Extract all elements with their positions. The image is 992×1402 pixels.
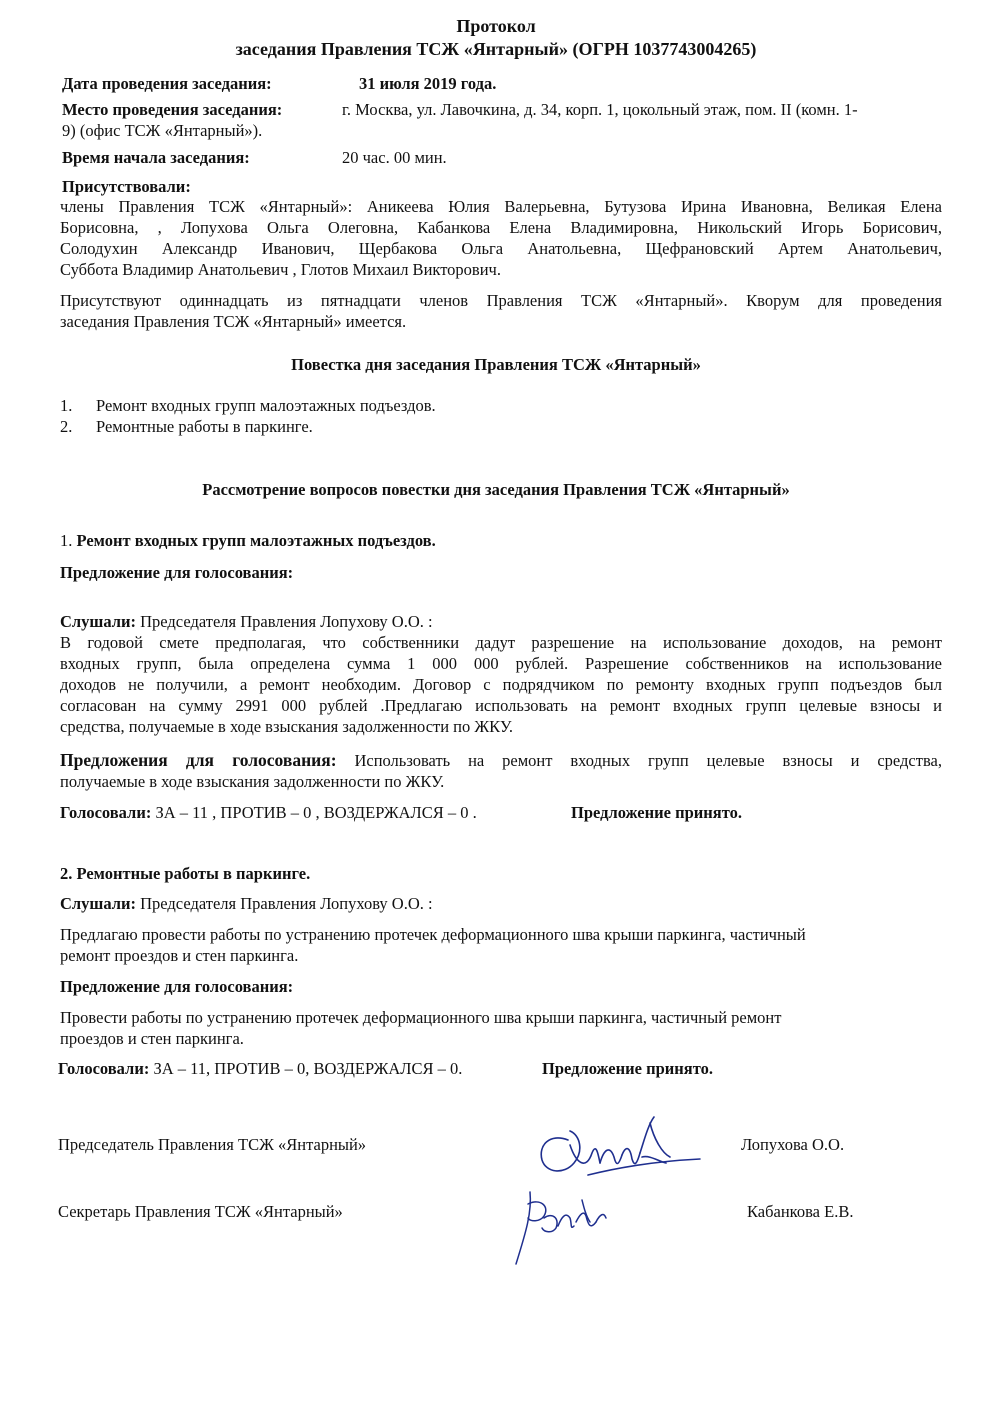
present-label: Присутствовали: <box>62 177 191 196</box>
document-subtitle: заседания Правления ТСЖ «Янтарный» (ОГРН 1037743004265) <box>235 39 757 59</box>
question-2-vote <box>58 1058 462 1079</box>
question-2-title: 2. Ремонтные работы в паркинге. <box>60 864 311 883</box>
question-1-body-line: В годовой смете предполагая, что собственники дадут разрешение на использование доходов, на ремонт <box>60 633 942 652</box>
present-line: Суббота Владимир Анатольевич , Глотов Михаил Викторович. <box>60 260 501 279</box>
listened-label: Слушали: <box>60 612 137 631</box>
proposals-label: Предложения для голосования: <box>60 750 337 770</box>
voted-text: ЗА – 11, ПРОТИВ – 0, ВОЗДЕРЖАЛСЯ – 0. <box>153 1059 463 1078</box>
question-1-result: Предложение принято. <box>571 803 742 822</box>
voted-text: ЗА – 11 , ПРОТИВ – 0 , ВОЗДЕРЖАЛСЯ – 0 . <box>155 803 477 822</box>
question-1-body-line: средства, получаемые в ходе взыскания задолженности по ЖКУ. <box>60 717 513 736</box>
agenda-item-number: 2. <box>60 417 73 436</box>
chair-name: Лопухова О.О. <box>741 1135 845 1154</box>
agenda-item-number: 1. <box>60 396 73 415</box>
time-value: 20 час. 00 мин. <box>342 148 447 167</box>
secretary-role: Секретарь Правления ТСЖ «Янтарный» <box>58 1202 343 1221</box>
present-line: Солодухин Александр Иванович, Щербакова Ольга Анатольевна, Щефрановский Артем Анатольевич, <box>60 239 942 258</box>
agenda-item-text: Ремонт входных групп малоэтажных подъездов. <box>96 396 436 415</box>
place-label: Место проведения заседания: <box>62 100 283 119</box>
question-1-body-line: согласован на сумму 2991 000 рублей .Предлагаю использовать на ремонт входных групп целевые взносы и <box>60 696 942 715</box>
secretary-name: Кабанкова Е.В. <box>747 1202 854 1221</box>
quorum-line: заседания Правления ТСЖ «Янтарный» имеется. <box>60 312 407 331</box>
chair-role: Председатель Правления ТСЖ «Янтарный» <box>58 1135 367 1154</box>
quorum-line: Присутствуют одиннадцать из пятнадцати членов Правления ТСЖ «Янтарный». Кворум для проведения <box>60 291 942 310</box>
question-2-body-line: ремонт проездов и стен паркинга. <box>60 946 299 965</box>
question-1-proposal-label: Предложение для голосования: <box>60 563 294 582</box>
question-2-listened <box>60 893 433 914</box>
present-line: Борисовна, , Лопухова Ольга Олеговна, Кабанкова Елена Владимировна, Никольский Игорь Борисович, <box>60 218 942 237</box>
agenda-heading: Повестка дня заседания Правления ТСЖ «Янтарный» <box>291 355 701 374</box>
question-2-proposal-label: Предложение для голосования: <box>60 977 294 996</box>
date-label: Дата проведения заседания: <box>62 74 272 93</box>
listened-text: Председателя Правления Лопухову О.О. : <box>140 894 433 913</box>
question-1-body-line: доходов не получили, а ремонт необходим. Договор с подрядчиком по ремонту входных групп подъездов был <box>60 675 942 694</box>
listened-text: Председателя Правления Лопухову О.О. : <box>140 612 433 631</box>
question-2-proposal-line: проездов и стен паркинга. <box>60 1029 244 1048</box>
question-2-body-line: Предлагаю провести работы по устранению протечек деформационного шва крыши паркинга, частичный <box>60 925 806 944</box>
question-1-proposals-continued: получаемые в ходе взыскания задолженности по ЖКУ. <box>60 772 445 791</box>
time-label: Время начала заседания: <box>62 148 250 167</box>
present-line: члены Правления ТСЖ «Янтарный»: Аникеева Юлия Валерьевна, Бутузова Ирина Ивановна, Великая Елена <box>60 197 942 216</box>
voted-label: Голосовали: <box>60 803 152 822</box>
secretary-signature-icon <box>500 1182 630 1272</box>
voted-label: Голосовали: <box>58 1059 150 1078</box>
question-1-body-line: входных групп, была определена сумма 1 000 000 рублей. Разрешение собственников на использование <box>60 654 942 673</box>
chair-signature-icon <box>530 1105 720 1185</box>
question-1-proposals <box>60 750 942 771</box>
question-2-result: Предложение принято. <box>542 1059 713 1078</box>
agenda-item-text: Ремонтные работы в паркинге. <box>96 417 313 436</box>
place-value-continued: 9) (офис ТСЖ «Янтарный»). <box>62 121 263 140</box>
place-value: г. Москва, ул. Лавочкина, д. 34, корп. 1, цокольный этаж, пом. II (комн. 1- <box>342 100 858 119</box>
question-1-vote <box>60 802 477 823</box>
question-1-heading <box>60 530 436 551</box>
document-title: Протокол <box>456 16 536 36</box>
question-1-title: Ремонт входных групп малоэтажных подъездов. <box>76 531 436 550</box>
listened-label: Слушали: <box>60 894 137 913</box>
question-1-number: 1. <box>60 531 73 550</box>
question-2-proposal-line: Провести работы по устранению протечек деформационного шва крыши паркинга, частичный ремонт <box>60 1008 782 1027</box>
proposals-text: Использовать на ремонт входных групп целевые взносы и средства, <box>354 751 942 770</box>
date-value: 31 июля 2019 года. <box>359 74 497 93</box>
review-heading: Рассмотрение вопросов повестки дня заседания Правления ТСЖ «Янтарный» <box>202 480 790 499</box>
question-1-listened <box>60 611 433 632</box>
